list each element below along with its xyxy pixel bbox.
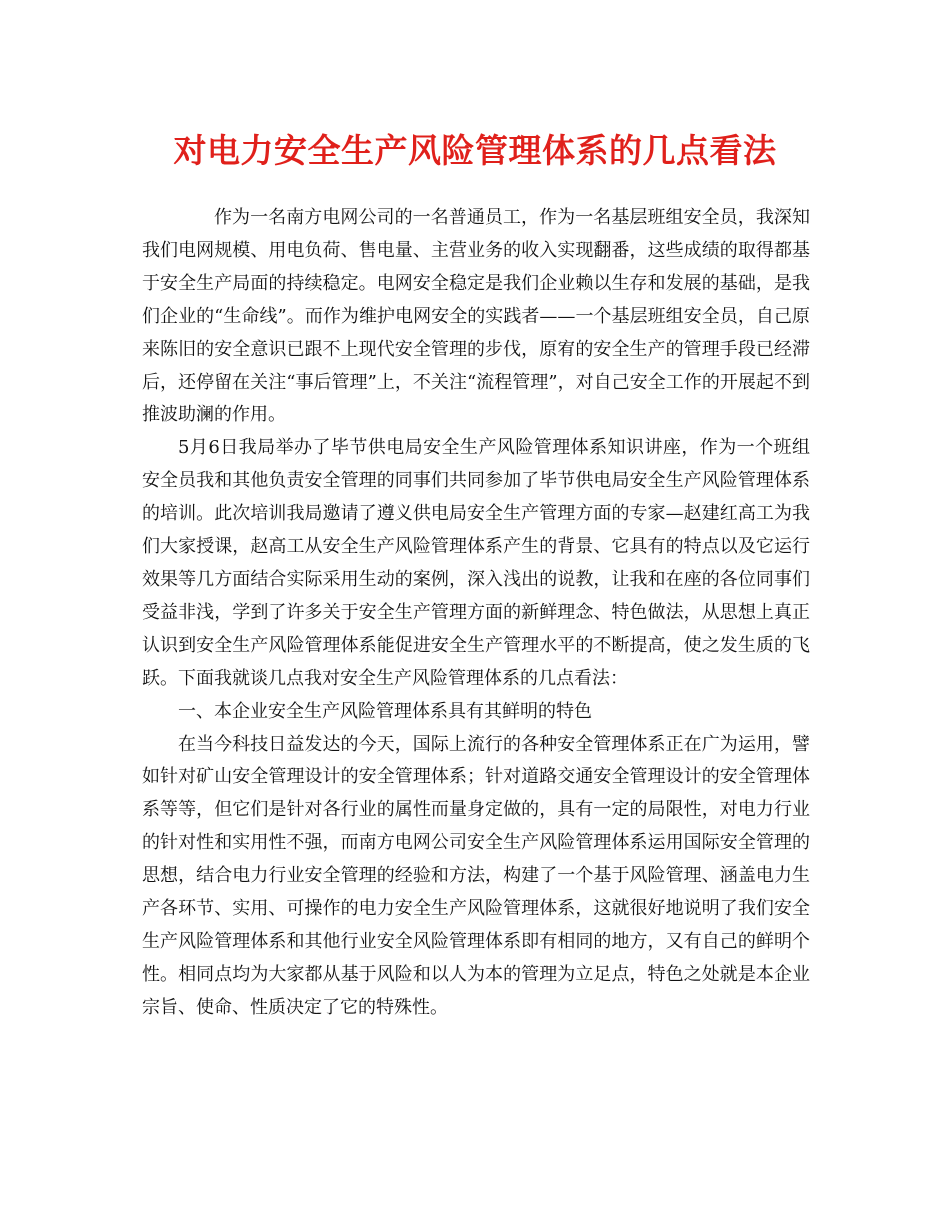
section-heading-1: 一、本企业安全生产风险管理体系具有其鲜明的特色	[178, 700, 592, 722]
paragraph-training: 5月6日我局举办了毕节供电局安全生产风险管理体系知识讲座，作为一个班组安全员我和其他负责安全管理的同事们共同参加了毕节供电局安全生产风险管理体系的培训。此次培训我局邀请了遵义供电局安全生产管理方面的专家—赵建红高工为我们大家授课，赵高工从安全生产风险管理体系产生的背景、它具有的特点以及它运行效果等几方面结合实际采用生动的案例，深入浅出的说教，让我和在座的各位同事们受益非浅，学到了许多关于安全生产管理方面的新鲜理念、特色做法，从思想上真正认识到安全生产风险管理体系能促进安全生产管理水平的不断提高，使之发生质的飞跃。下面我就谈几点我对安全生产风险管理体系的几点看法：	[142, 437, 810, 689]
paragraph-intro: 作为一名南方电网公司的一名普通员工，作为一名基层班组安全员，我深知我们电网规模、用电负荷、售电量、主营业务的收入实现翻番，这些成绩的取得都基于安全生产局面的持续稳定。电网安全稳定是我们企业赖以生存和发展的基础，是我们企业的“生命线”。而作为维护电网安全的实践者——一个基层班组安全员，自己原来陈旧的安全意识已跟不上现代安全管理的步伐，原宥的安全生产的管理手段已经滞后，还停留在关注“事后管理”上，不关注“流程管理”，对自己安全工作的开展起不到推波助澜的作用。	[142, 207, 810, 426]
document-title: 对电力安全生产风险管理体系的几点看法	[173, 131, 777, 170]
paragraph-features: 在当今科技日益发达的今天，国际上流行的各种安全管理体系正在广为运用，譬如针对矿山安全管理设计的安全管理体系；针对道路交通安全管理设计的安全管理体系等等，但它们是针对各行业的属性而量身定做的，具有一定的局限性，对电力行业的针对性和实用性不强，而南方电网公司安全生产风险管理体系运用国际安全管理的思想，结合电力行业安全管理的经验和方法，构建了一个基于风险管理、涵盖电力生产各环节、实用、可操作的电力安全生产风险管理体系，这就很好地说明了我们安全生产风险管理体系和其他行业安全风险管理体系即有相同的地方，又有自己的鲜明个性。相同点均为大家都从基于风险和以人为本的管理为立足点，特色之处就是本企业宗旨、使命、性质决定了它的特殊性。	[142, 733, 810, 1018]
document-body	[142, 202, 810, 1025]
